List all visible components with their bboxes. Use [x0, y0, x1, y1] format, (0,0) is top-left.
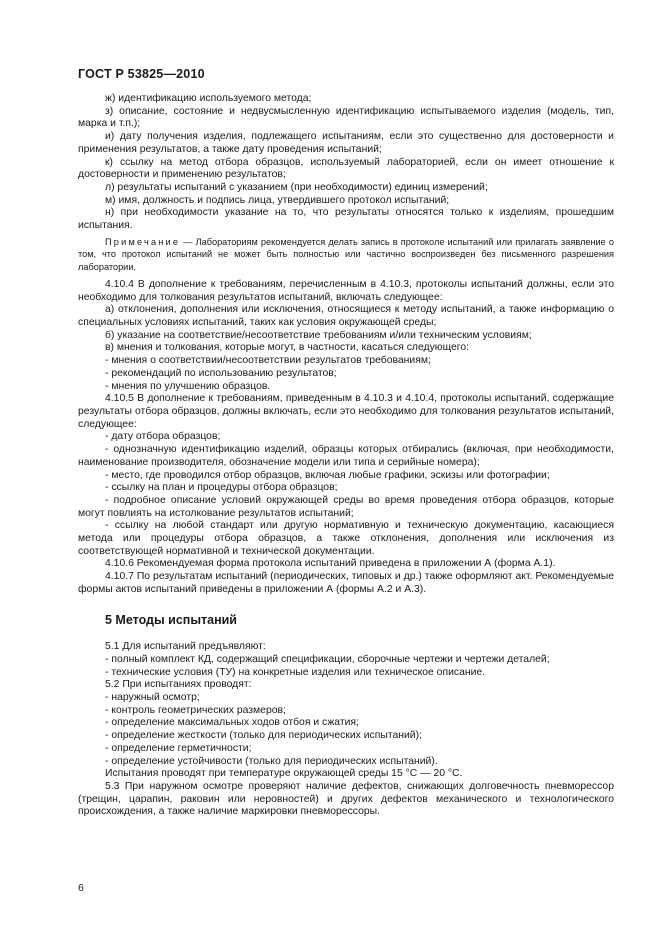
section-title: 5 Методы испытаний: [105, 612, 237, 627]
dash-item: - ссылку на любой стандарт или другую нормативную и техническую документацию, касающиеся метода или процедуры отбора образцов, а также отклонения, дополнения или исключения из соответствующей нормативной и технической документации.: [78, 520, 614, 557]
paragraph-4-10-7: 4.10.7 По результатам испытаний (периодических, типовых и др.) также оформляют акт. Рекомендуемые формы актов испытаний приведены в приложении А (формы А.2 и А.3).: [78, 571, 614, 595]
list-item: а) отклонения, дополнения или исключения, относящиеся к методу испытаний, а также информацию о специальных условиях испытаний, таких как условия окружающей среды;: [78, 304, 614, 329]
dash-item: - мнения по улучшению образцов.: [105, 380, 271, 392]
dash-item: - наружный осмотр;: [105, 692, 200, 704]
paragraph-4-10-4: 4.10.4 В дополнение к требованиям, перечисленным в 4.10.3, протоколы испытаний должны, если это необходимо для толкования результатов испытаний, включать следующее:: [78, 278, 614, 303]
list-item: л) результаты испытаний с указанием (при необходимости) единиц измерений;: [105, 181, 488, 193]
note-label: Примечание: [105, 236, 181, 247]
dash-item: - определение жесткости (только для периодических испытаний);: [105, 730, 422, 742]
list-item: з) описание, состояние и недвусмысленную идентификацию испытываемого изделия (модель, тип, марка и т.п.);: [78, 105, 614, 130]
paragraph-temperature: Испытания проводят при температуре окружающей среды 15 °С — 20 °С.: [105, 768, 463, 780]
list-item: б) указание на соответствие/несоответствие требованиям и/или техническим условиям;: [105, 329, 532, 341]
page-number: 6: [78, 882, 84, 894]
dash-item: - ссылку на план и процедуры отбора образцов;: [105, 482, 338, 494]
note: [78, 236, 614, 273]
paragraph-5-3: 5.3 При наружном осмотре проверяют наличие дефектов, снижающих долговечность пневморессор (трещин, царапин, раковин или неровностей) и других дефектов механического и технологического происхождения, а также наличие маркировки пневморессоры.: [78, 780, 614, 818]
dash-item: - определение устойчивости (только для периодических испытаний).: [105, 755, 438, 767]
list-item: ж) идентификацию используемого метода;: [105, 93, 312, 104]
dash-item: - определение максимальных ходов отбоя и сжатия;: [105, 717, 359, 729]
dash-item: - подробное описание условий окружающей среды во время проведения отбора образцов, которые могут повлиять на истолкование результатов испытаний;: [78, 494, 614, 519]
list-item: м) имя, должность и подпись лица, утвердившего протокол испытаний;: [105, 194, 450, 206]
dash-item: - рекомендаций по использованию результатов;: [105, 367, 337, 379]
dash-item: - мнения о соответствии/несоответствии результатов требованиям;: [105, 355, 431, 367]
list-item: н) при необходимости указание на то, что результаты относятся только к изделиям, прошедшим испытания.: [78, 207, 614, 232]
list-item: в) мнения и толкования, которые могут, в частности, касаться следующего:: [105, 342, 470, 354]
dash-item: - место, где проводился отбор образцов, включая любые графики, эскизы или фотографии;: [105, 469, 550, 481]
list-item: и) дату получения изделия, подлежащего испытаниям, если это существенно для достоверности и применения результатов, а также дату проведения испытаний;: [78, 131, 614, 155]
dash-item: - полный комплект КД, содержащий спецификации, сборочные чертежи и чертежи деталей;: [105, 653, 550, 665]
list-item: к) ссылку на метод отбора образцов, используемый лабораторией, если он имеет отношение к достоверности и применению результатов;: [78, 156, 614, 181]
paragraph-5-1: 5.1 Для испытаний предъявляют:: [105, 641, 266, 653]
dash-item: - определение герметичности;: [105, 742, 252, 754]
dash-item: - однозначную идентификацию изделий, образцы которых отбирались (включая, при необходимости, наименование производителя, обозначение модели или типа и серийные номера);: [78, 444, 614, 468]
document-body: [78, 93, 614, 819]
paragraph-5-2: 5.2 При испытаниях проводят:: [105, 679, 252, 691]
dash-item: - дату отбора образцов;: [105, 431, 221, 443]
note-text: — Лабораториям рекомендуется делать запись в протоколе испытаний или прилагать заявление о том, что протокол испытаний не может быть полностью или частично воспроизведен без письменного разрешения лаборатории.: [78, 236, 614, 272]
dash-item: - контроль геометрических размеров;: [105, 704, 286, 716]
paragraph-4-10-5: 4.10.5 В дополнение к требованиям, приведенным в 4.10.3 и 4.10.4, протоколы испытаний, содержащие результаты отбора образцов, должны включать, если это необходимо для толкования результатов испытаний, следующее:: [78, 393, 614, 430]
page-header: ГОСТ Р 53825—2010: [78, 67, 205, 81]
paragraph-4-10-6: 4.10.6 Рекомендуемая форма протокола испытаний приведена в приложении А (форма А.1).: [105, 558, 556, 570]
dash-item: - технические условия (ТУ) на конкретные изделия или техническое описание.: [105, 666, 486, 678]
